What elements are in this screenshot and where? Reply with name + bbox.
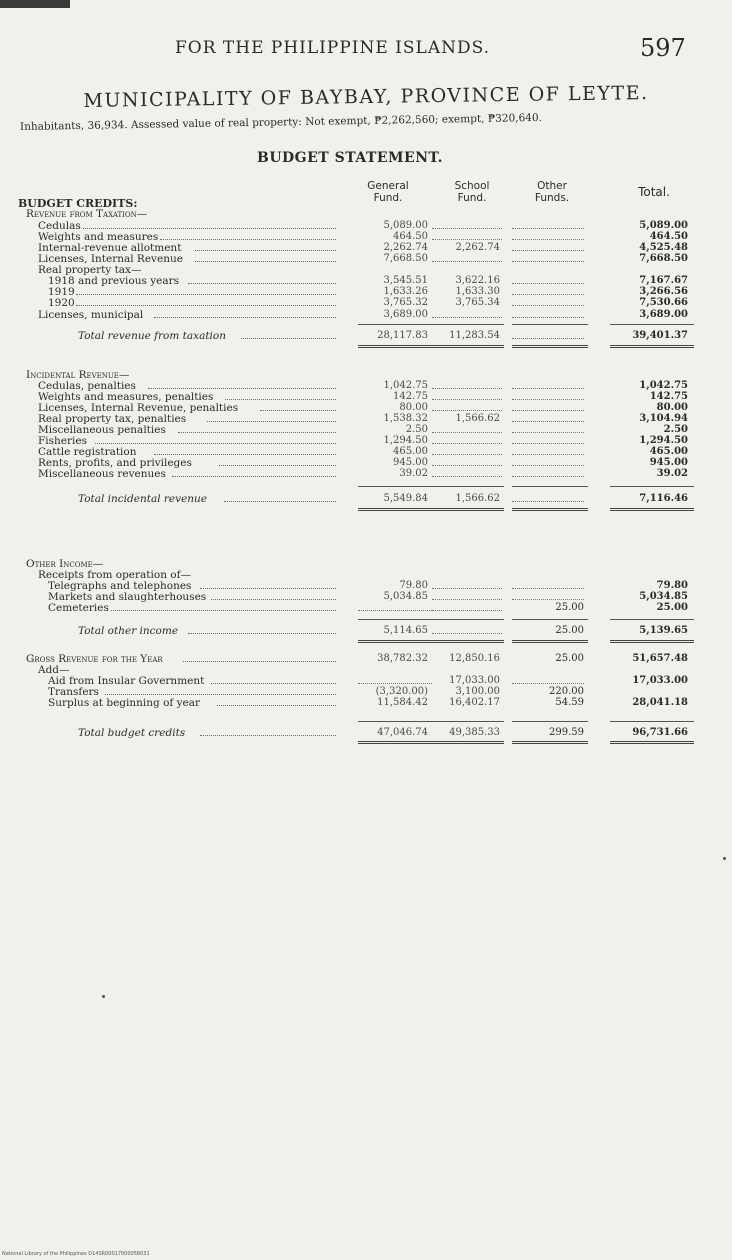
empty-cell-dots: [512, 599, 584, 600]
row-label: Total budget credits: [78, 727, 186, 739]
empty-cell-dots: [432, 228, 502, 229]
empty-cell-dots: [512, 294, 584, 295]
row-label: Incidental Revenue—: [26, 369, 130, 381]
double-rule: [610, 741, 694, 744]
empty-cell-dots: [512, 338, 584, 339]
row-label: BUDGET CREDITS:: [18, 197, 138, 210]
leader-dots: [183, 661, 336, 662]
double-rule: [358, 508, 432, 511]
cell-other: 54.59: [555, 697, 584, 708]
row-label: Add—: [38, 664, 70, 676]
single-rule: [358, 324, 432, 325]
cell-total: 465.00: [649, 446, 688, 457]
cell-general: 464.50: [393, 231, 428, 242]
cell-total: 17,033.00: [632, 675, 688, 686]
empty-cell-dots: [432, 588, 502, 589]
row-label: Real property tax—: [38, 264, 142, 276]
cell-school: 17,033.00: [449, 675, 500, 686]
leader-dots: [200, 735, 336, 736]
cell-total: 5,139.65: [639, 625, 688, 636]
cell-general: 1,538.32: [383, 413, 428, 424]
cell-total: 79.80: [656, 580, 688, 591]
row-label: Weights and measures: [38, 231, 159, 243]
leader-dots: [76, 294, 336, 295]
double-rule: [432, 640, 504, 643]
cell-total: 7,530.66: [639, 297, 688, 308]
cell-general: 3,689.00: [383, 309, 428, 320]
empty-cell-dots: [512, 228, 584, 229]
cell-general: 465.00: [393, 446, 428, 457]
cell-general: (3,320.00): [375, 686, 428, 697]
col-header-total: Total.: [638, 185, 670, 199]
cell-total: 2.50: [663, 424, 688, 435]
cell-total: 3,104.94: [639, 413, 688, 424]
cell-general: 47,046.74: [377, 727, 428, 738]
empty-cell-dots: [358, 683, 432, 684]
empty-cell-dots: [512, 317, 584, 318]
leader-dots: [225, 399, 336, 400]
row-label: Total incidental revenue: [78, 493, 208, 505]
empty-cell-dots: [512, 683, 584, 684]
row-label: Telegraphs and telephones: [48, 580, 192, 592]
double-rule: [432, 345, 504, 348]
page-number: 597: [640, 34, 686, 62]
empty-cell-dots: [432, 443, 502, 444]
table-total-row: [18, 625, 708, 637]
row-label: Transfers: [48, 686, 99, 698]
leader-dots: [211, 683, 336, 684]
cell-other: 220.00: [549, 686, 584, 697]
row-label: Fisheries: [38, 435, 87, 447]
double-rule: [358, 640, 432, 643]
empty-cell-dots: [432, 633, 502, 634]
double-rule: [610, 640, 694, 643]
cell-general: 142.75: [393, 391, 428, 402]
leader-dots: [195, 250, 336, 251]
row-label: 1919: [48, 286, 75, 298]
cell-general: 1,294.50: [383, 435, 428, 446]
cell-total: 5,034.85: [639, 591, 688, 602]
empty-cell-dots: [432, 454, 502, 455]
row-label: Licenses, Internal Revenue, penalties: [38, 402, 239, 414]
empty-cell-dots: [512, 283, 584, 284]
row-label: Receipts from operation of—: [38, 569, 192, 581]
leader-dots: [148, 388, 336, 389]
empty-cell-dots: [432, 465, 502, 466]
empty-cell-dots: [512, 501, 584, 502]
cell-general: 79.80: [399, 580, 428, 591]
empty-cell-dots: [432, 610, 502, 611]
single-rule: [358, 721, 432, 722]
single-rule: [432, 619, 504, 620]
table-total-row: [18, 727, 708, 739]
empty-cell-dots: [512, 443, 584, 444]
cell-general: 5,114.65: [383, 625, 428, 636]
inhabitants-line: Inhabitants, 36,934. Assessed value of real property: Not exempt, ₱2,262,560; exempt, ₱320,640.: [19, 111, 543, 133]
single-rule: [432, 486, 504, 487]
cell-general: 945.00: [393, 457, 428, 468]
empty-cell-dots: [432, 261, 502, 262]
leader-dots: [95, 443, 336, 444]
single-rule: [512, 486, 588, 487]
cell-school: 16,402.17: [449, 697, 500, 708]
cell-general: 39.02: [399, 468, 428, 479]
cell-school: 3,100.00: [455, 686, 500, 697]
leader-dots: [207, 421, 336, 422]
empty-cell-dots: [512, 421, 584, 422]
cell-school: 2,262.74: [455, 242, 500, 253]
empty-cell-dots: [512, 588, 584, 589]
row-label: Total other income: [78, 625, 179, 637]
empty-cell-dots: [358, 610, 432, 611]
cell-general: 5,089.00: [383, 220, 428, 231]
double-rule: [512, 741, 588, 744]
cell-total: 39.02: [656, 468, 688, 479]
cell-total: 80.00: [656, 402, 688, 413]
cell-total: 3,266.56: [639, 286, 688, 297]
row-label: 1920: [48, 297, 75, 309]
leader-dots: [241, 338, 336, 339]
empty-cell-dots: [512, 399, 584, 400]
cell-general: 28,117.83: [377, 330, 428, 341]
single-rule: [432, 721, 504, 722]
single-rule: [512, 721, 588, 722]
cell-general: 1,042.75: [383, 380, 428, 391]
single-rule: [512, 324, 588, 325]
cell-general: 2.50: [405, 424, 428, 435]
leader-dots: [260, 410, 336, 411]
cell-other: 25.00: [555, 653, 584, 664]
row-label: Revenue from Taxation—: [26, 208, 148, 220]
cell-total: 7,116.46: [639, 493, 688, 504]
cell-other: 25.00: [555, 602, 584, 613]
empty-cell-dots: [512, 250, 584, 251]
row-label: Weights and measures, penalties: [38, 391, 214, 403]
leader-dots: [154, 454, 336, 455]
cell-total: 142.75: [649, 391, 688, 402]
cell-general: 2,262.74: [383, 242, 428, 253]
row-label: Cemeteries: [48, 602, 109, 614]
col-header-school-fund: School Fund.: [454, 180, 490, 204]
cell-total: 1,042.75: [639, 380, 688, 391]
cell-total: 4,525.48: [639, 242, 688, 253]
empty-cell-dots: [512, 454, 584, 455]
table-row: [18, 297, 708, 309]
single-rule: [610, 486, 694, 487]
leader-dots: [195, 261, 336, 262]
cell-total: 51,657.48: [632, 653, 688, 664]
empty-cell-dots: [432, 399, 502, 400]
row-label: Internal-revenue allotment: [38, 242, 182, 254]
cell-total: 25.00: [656, 602, 688, 613]
double-rule: [358, 741, 432, 744]
row-label: Licenses, Internal Revenue: [38, 253, 183, 265]
single-rule: [610, 721, 694, 722]
row-label: Other Income—: [26, 558, 104, 570]
table-total-row: [18, 330, 708, 342]
leader-dots: [172, 476, 336, 477]
cell-other: 299.59: [549, 727, 584, 738]
leader-dots: [217, 705, 336, 706]
cell-general: 1,633.26: [383, 286, 428, 297]
empty-cell-dots: [432, 599, 502, 600]
row-label: Licenses, municipal: [38, 309, 144, 321]
leader-dots: [76, 305, 336, 306]
cell-total: 7,167.67: [639, 275, 688, 286]
table-row: [18, 468, 708, 480]
row-label: Miscellaneous revenues: [38, 468, 166, 480]
double-rule: [432, 508, 504, 511]
double-rule: [610, 508, 694, 511]
cell-school: 49,385.33: [449, 727, 500, 738]
double-rule: [512, 508, 588, 511]
row-label: Markets and slaughterhouses: [48, 591, 207, 603]
row-label: Rents, profits, and privileges: [38, 457, 192, 469]
col-header-other-funds: Other Funds.: [534, 180, 570, 204]
empty-cell-dots: [512, 476, 584, 477]
cell-school: 3,622.16: [455, 275, 500, 286]
cell-general: 5,034.85: [383, 591, 428, 602]
cell-total: 39,401.37: [632, 330, 688, 341]
leader-dots: [188, 283, 336, 284]
cell-general: 38,782.32: [377, 653, 428, 664]
cell-general: 7,668.50: [383, 253, 428, 264]
leader-dots: [154, 317, 336, 318]
cell-school: 1,633.30: [455, 286, 500, 297]
scan-corner-mark: [0, 0, 70, 8]
row-label: Surplus at beginning of year: [48, 697, 201, 709]
cell-total: 28,041.18: [632, 697, 688, 708]
leader-dots: [178, 432, 336, 433]
empty-cell-dots: [512, 305, 584, 306]
cell-total: 5,089.00: [639, 220, 688, 231]
leader-dots: [224, 501, 336, 502]
single-rule: [512, 619, 588, 620]
row-label: Cedulas, penalties: [38, 380, 136, 392]
leader-dots: [200, 588, 337, 589]
row-label: 1918 and previous years: [48, 275, 180, 287]
cell-general: 3,765.32: [383, 297, 428, 308]
page-header: [0, 34, 732, 68]
scan-speck: [102, 995, 105, 998]
empty-cell-dots: [512, 388, 584, 389]
empty-cell-dots: [432, 388, 502, 389]
row-label: Gross Revenue for the Year: [26, 653, 163, 665]
table-row: [18, 697, 708, 709]
cell-total: 96,731.66: [632, 727, 688, 738]
cell-school: 1,566.62: [455, 413, 500, 424]
double-rule: [432, 741, 504, 744]
row-label: Real property tax, penalties: [38, 413, 187, 425]
empty-cell-dots: [512, 465, 584, 466]
table-section-row: [18, 208, 708, 220]
statement-title: BUDGET STATEMENT.: [256, 150, 443, 166]
single-rule: [358, 486, 432, 487]
cell-school: 11,283.54: [449, 330, 500, 341]
cell-general: 5,549.84: [383, 493, 428, 504]
table-row: [18, 602, 708, 614]
empty-cell-dots: [432, 476, 502, 477]
cell-total: 945.00: [649, 457, 688, 468]
empty-cell-dots: [512, 410, 584, 411]
leader-dots: [105, 694, 336, 695]
table-row: [18, 309, 708, 321]
double-rule: [610, 345, 694, 348]
empty-cell-dots: [512, 432, 584, 433]
single-rule: [610, 324, 694, 325]
single-rule: [358, 619, 432, 620]
empty-cell-dots: [512, 261, 584, 262]
leader-dots: [83, 228, 336, 229]
double-rule: [512, 640, 588, 643]
cell-total: 7,668.50: [639, 253, 688, 264]
empty-cell-dots: [432, 432, 502, 433]
row-label: Total revenue from taxation: [78, 330, 226, 342]
cell-general: 80.00: [399, 402, 428, 413]
row-label: Aid from Insular Government: [48, 675, 205, 687]
cell-total: 464.50: [649, 231, 688, 242]
empty-cell-dots: [512, 239, 584, 240]
leader-dots: [211, 599, 336, 600]
scan-speck: [723, 857, 726, 860]
row-label: Miscellaneous penalties: [38, 424, 166, 436]
cell-school: 1,566.62: [455, 493, 500, 504]
leader-dots: [188, 633, 336, 634]
empty-cell-dots: [432, 410, 502, 411]
row-label: Cattle registration: [38, 446, 137, 458]
single-rule: [610, 619, 694, 620]
single-rule: [432, 324, 504, 325]
double-rule: [512, 345, 588, 348]
double-rule: [358, 345, 432, 348]
leader-dots: [160, 239, 336, 240]
leader-dots: [219, 465, 336, 466]
cell-total: 1,294.50: [639, 435, 688, 446]
cell-school: 3,765.34: [455, 297, 500, 308]
empty-cell-dots: [432, 317, 502, 318]
cell-school: 12,850.16: [449, 653, 500, 664]
col-header-general-fund: General Fund.: [367, 180, 409, 204]
table-total-row: [18, 493, 708, 505]
library-footer-note: National Library of the Philippines D14SR00017000058031: [2, 1251, 150, 1257]
running-head: FOR THE PHILIPPINE ISLANDS.: [175, 38, 491, 58]
leader-dots: [111, 610, 336, 611]
empty-cell-dots: [432, 239, 502, 240]
municipality-title: MUNICIPALITY OF BAYBAY, PROVINCE OF LEYTE.: [83, 82, 649, 112]
cell-total: 3,689.00: [639, 309, 688, 320]
cell-other: 25.00: [555, 625, 584, 636]
cell-general: 11,584.42: [377, 697, 428, 708]
row-label: Cedulas: [38, 220, 81, 232]
cell-general: 3,545.51: [383, 275, 428, 286]
